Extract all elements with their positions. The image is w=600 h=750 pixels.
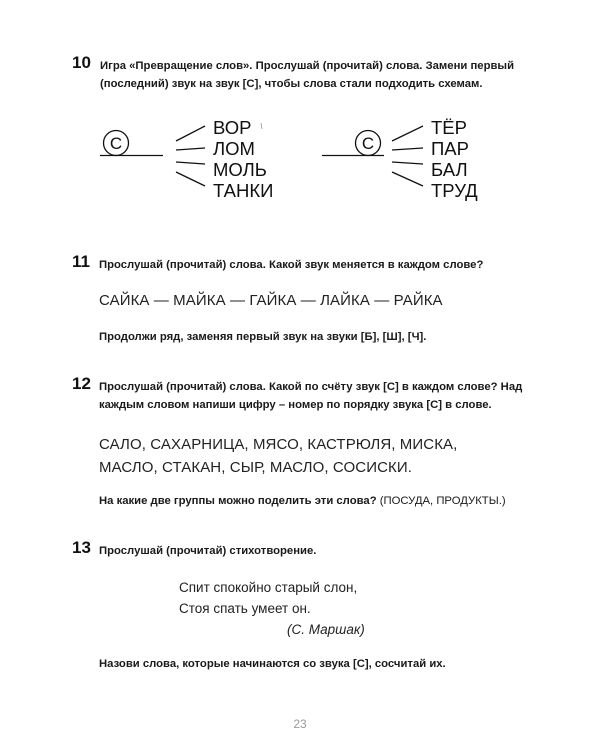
- right-sound-scheme: [322, 126, 423, 186]
- task-12-question: [99, 492, 506, 510]
- task-11-words: САЙКА — МАЙКА — ГАЙКА — ЛАЙКА — РАЙКА: [99, 292, 443, 309]
- left-word-1: ВОР: [213, 117, 252, 138]
- poem-line-2: Стоя спать умеет он.: [179, 601, 311, 616]
- left-arrow-3: [176, 162, 205, 164]
- right-arrow-3: [392, 162, 423, 164]
- left-arrow-1: [176, 126, 205, 141]
- right-word-3: БАЛ: [431, 159, 468, 180]
- left-tick-mark: [261, 123, 262, 129]
- task-12-words: [99, 433, 457, 479]
- right-arrow-4: [392, 172, 423, 186]
- poem-line-1: Спит спокойно старый слон,: [179, 580, 358, 595]
- task-10-instruction-line1: Игра «Превращение слов». Прослушай (прочитай) слова. Замени первый: [100, 60, 515, 72]
- right-arrow-1: [392, 126, 423, 141]
- task-12-instruction: [99, 378, 522, 414]
- poem-author: (С. Маршак): [287, 622, 365, 637]
- task-12-words-line2: МАСЛО, СТАКАН, СЫР, МАСЛО, СОСИСКИ.: [99, 459, 413, 476]
- right-word-4: ТРУД: [431, 180, 478, 201]
- task-10-number: 10: [72, 53, 91, 72]
- task-11-instruction: Прослушай (прочитай) слова. Какой звук меняется в каждом слове?: [99, 259, 484, 271]
- task-11-number: 11: [72, 252, 90, 271]
- task-10-instruction-line2: (последний) звук на звук [С], чтобы слова стали подходить схемам.: [100, 78, 483, 90]
- right-s-letter: С: [361, 134, 375, 153]
- task-11-followup: Продолжи ряд, заменяя первый звук на звуки [Б], [Ш], [Ч].: [99, 331, 427, 343]
- task-13-number: 13: [72, 538, 91, 557]
- task-12-words-line1: САЛО, САХАРНИЦА, МЯСО, КАСТРЮЛЯ, МИСКА,: [99, 436, 458, 453]
- right-arrow-2: [392, 148, 423, 150]
- task-13-instruction: Прослушай (прочитай) стихотворение.: [99, 545, 317, 557]
- left-arrow-4: [176, 172, 205, 186]
- right-word-2: ПАР: [431, 138, 469, 159]
- task-12-instruction-line1: Прослушай (прочитай) слова. Какой по счёту звук [С] в каждом слове? Над: [99, 381, 523, 393]
- task-13-followup: Назови слова, которые начинаются со звука [С], сосчитай их.: [99, 658, 446, 670]
- task-12-answer: (ПОСУДА, ПРОДУКТЫ.): [379, 495, 506, 507]
- left-word-3: МОЛЬ: [213, 159, 267, 180]
- left-word-2: ЛОМ: [213, 138, 255, 159]
- right-word-1: ТЁР: [431, 117, 467, 138]
- left-s-letter: С: [109, 134, 123, 153]
- task-12-number: 12: [72, 374, 91, 393]
- task-12-instruction-line2: каждым словом напиши цифру – номер по порядку звука [С] в слове.: [99, 399, 492, 411]
- task-12-question-text: На какие две группы можно поделить эти слова?: [99, 495, 377, 507]
- left-arrow-2: [176, 148, 205, 150]
- page-number: 23: [293, 717, 307, 731]
- left-word-4: ТАНКИ: [213, 180, 274, 201]
- task-13-poem: [179, 577, 365, 640]
